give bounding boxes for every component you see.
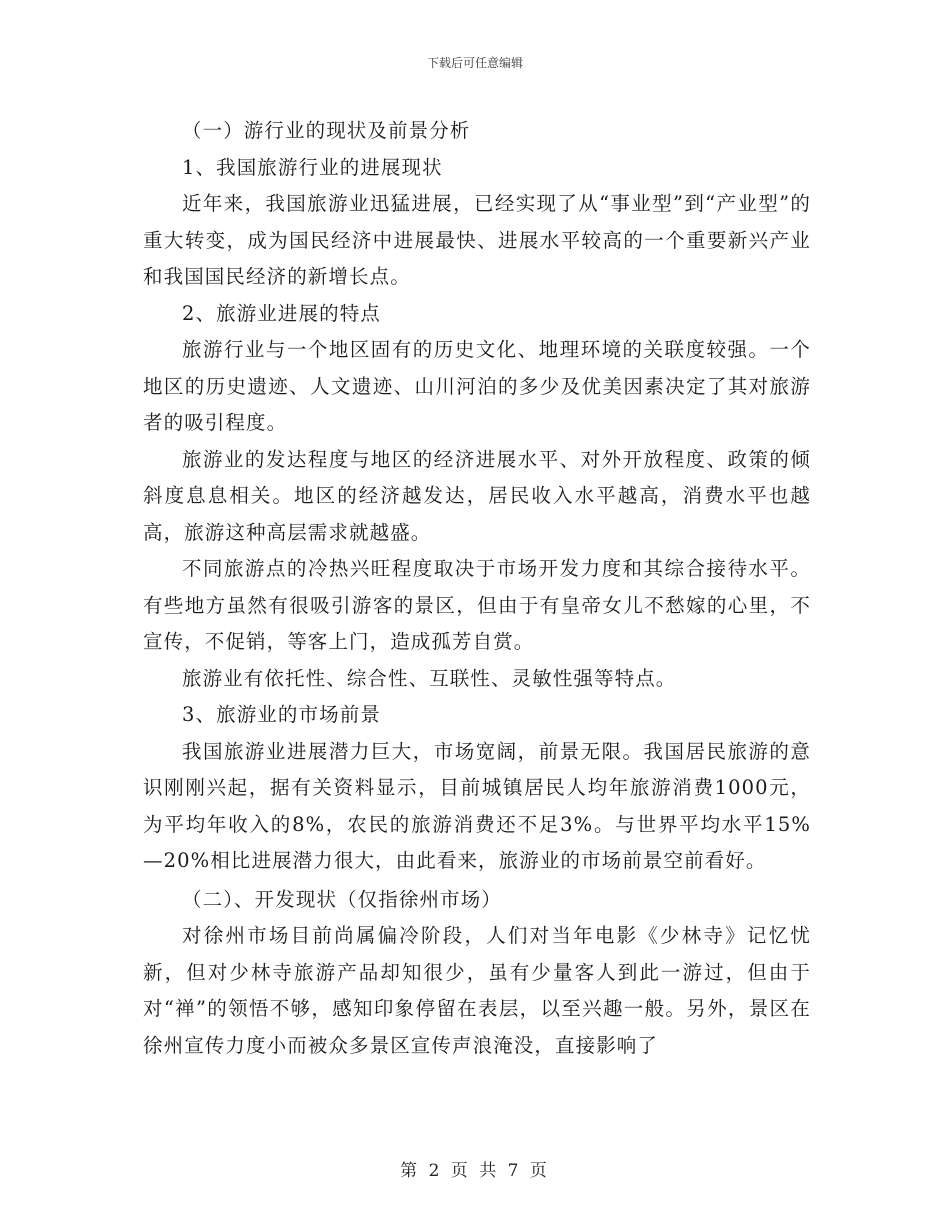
subsection-heading-3: 3、旅游业的市场前景 — [182, 703, 381, 726]
paragraph: 旅游业有依托性、综合性、互联性、灵敏性强等特点。 — [182, 666, 677, 690]
paragraph: 旅游业的发达程度与地区的经济进展水平、对外开放程度、政策的倾斜度息息相关。地区的经济越发达，居民收入水平越高，消费水平也越高，旅游这种高层需求就越盛。 — [143, 447, 811, 544]
page-header-note: 下载后可任意编辑 — [426, 56, 523, 70]
document-body — [143, 113, 811, 1064]
paragraph: 近年来，我国旅游业迅猛进展，已经实现了从“事业型”到“产业型”的重大转变，成为国民经济中进展最快、进展水平较高的一个重要新兴产业和我国国民经济的新增长点。 — [143, 192, 811, 288]
subsection-heading-1: 1、我国旅游行业的进展现状 — [182, 155, 443, 179]
paragraph: 对徐州市场目前尚属偏冷阶段，人们对当年电影《少林寺》记忆忧新，但对少林寺旅游产品却知很少，虽有少量客人到此一游过，但由于对“禅”的领悟不够，感知印象停留在表层，以至兴趣一般。另外，景区在徐州宣传力度小而被众多景区宣传声浪淹没，直接影响了 — [143, 924, 811, 1057]
paragraph: 我国旅游业进展潜力巨大，市场宽阔，前景无限。我国居民旅游的意识刚刚兴起，据有关资料显示，目前城镇居民人均年旅游消费1000元，为平均年收入的8%，农民的旅游消费还不足3%。与世界平均水平15%—20%相比进展潜力很大，由此看来，旅游业的市场前景空前看好。 — [143, 739, 811, 872]
paragraph: 旅游行业与一个地区固有的历史文化、地理环境的关联度较强。一个地区的历史遗迹、人文遗迹、山川河泊的多少及优美因素决定了其对旅游者的吸引程度。 — [143, 338, 811, 434]
page-number-footer: 第 2 页 共 7 页 — [400, 1161, 550, 1181]
section-heading-2: （二）、开发现状（仅指徐州市场） — [182, 887, 502, 911]
section-heading-1: （一）游行业的现状及前景分析 — [182, 119, 471, 142]
paragraph: 不同旅游点的冷热兴旺程度取决于市场开发力度和其综合接待水平。有些地方虽然有很吸引游客的景区，但由于有皇帝女儿不愁嫁的心里，不宣传，不促销，等客上门，造成孤芳自赏。 — [143, 557, 811, 653]
subsection-heading-2: 2、旅游业进展的特点 — [182, 301, 381, 325]
